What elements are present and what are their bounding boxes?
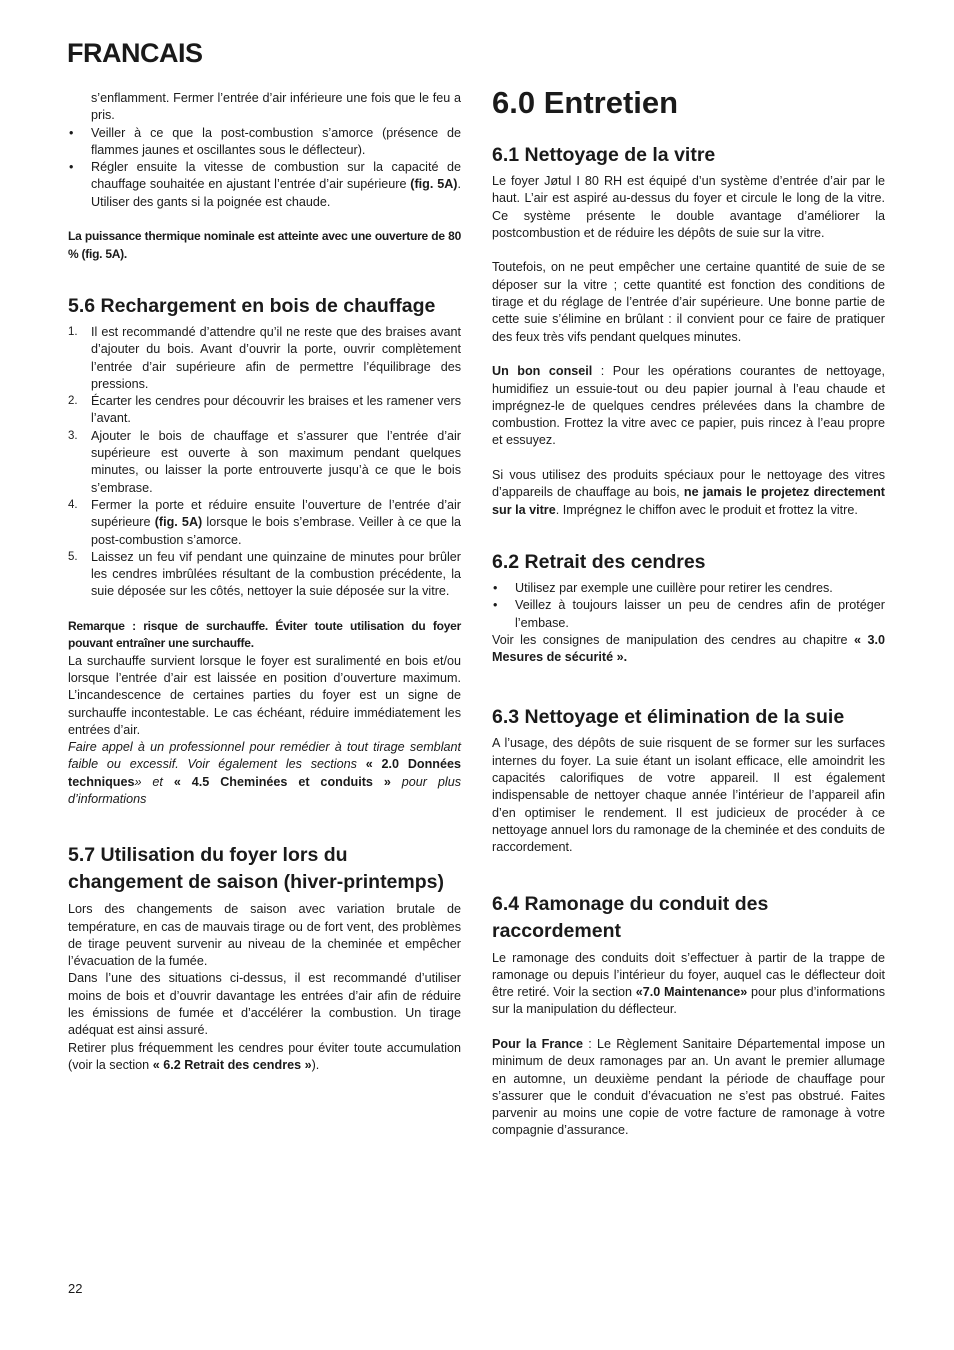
overheat-remark: Remarque : risque de surchauffe. Éviter toute utilisation du foyer pouvant entraîner une surchauffe. (68, 619, 461, 651)
section-title-5-6: 5.6 Rechargement en bois de chauffage (68, 294, 436, 317)
sweep-paragraph-2: Pour la France : Le Règlement Sanitaire Départemental impose un minimum de deux ramonages par an. Un avant le premier allumage en automne, un deuxième pendant la période de chauffage pour s’assurer que le conduit d’évacuation ne s’est pas obstrué. Faites parvenir au moins une copie de votre facture de ramonage à votre compagnie d’assurance. (492, 1036, 885, 1138)
nominal-power-note: La puissance thermique nominale est atteinte avec une ouverture de 80 % (fig. 5A). (68, 229, 461, 261)
intro-continuation: s’enflamment. Fermer l’entrée d’air inférieure une fois que le feu a pris. (91, 91, 461, 123)
right-column (492, 84, 885, 1140)
list-item: • Veillez à toujours laisser un peu de cendres afin de protéger l’embase. (492, 597, 885, 632)
list-item: 3. Ajouter le bois de chauffage et s’assurer que l’entrée d’air supérieure est ouverte à son maximum pendant quelques minutes, ou laisser la porte entrouverte jusqu’à ce que le bois s’embrase. (68, 428, 461, 495)
section-title-6-4: 6.4 Ramonage du conduit des raccordement (492, 892, 769, 942)
glass-paragraph-4: Si vous utilisez des produits spéciaux pour le nettoyage des vitres d’appareils de chauffage au bois, ne jamais le projetez directement sur la vitre. Imprégnez le chiffon avec le produit et frottez la vitre. (492, 468, 885, 517)
season-paragraph-1: Lors des changements de saison avec variation brutale de température, en cas de mauvais tirage ou de fort vent, des problèmes de tirage peuvent survenir au niveau de la cheminée et empêcher l’évacuation de la fumée. (68, 902, 461, 969)
section-title-5-7: 5.7 Utilisation du foyer lors du changement de saison (hiver-printemps) (68, 844, 444, 894)
figure-reference: (fig. 5A) (410, 177, 458, 192)
section-title-6-2: 6.2 Retrait des cendres (492, 550, 706, 573)
section-title-6-3: 6.3 Nettoyage et élimination de la suie (492, 706, 845, 729)
figure-reference: (fig. 5A) (154, 515, 203, 530)
chapter-title: 6.0 Entretien (492, 85, 679, 120)
list-item: 1. Il est recommandé d’attendre qu’il ne reste que des braises avant d’ajouter du bois. Avant d’ouvrir la porte, ouvrir complètement l’entrée d’air supérieure afin de permettre l’équilibrage des pressions. (68, 324, 461, 391)
ash-note: Voir les consignes de manipulation des cendres au chapitre « 3.0 Mesures de sécurité ». (492, 632, 885, 665)
page-number: 22 (68, 1281, 83, 1296)
left-column (68, 90, 461, 1074)
season-paragraph-2: Dans l’une des situations ci-dessus, il est recommandé d’utiliser moins de bois et d’ouvrir davantage les entrées d’air afin de réduire les émissions de fumée et d’accélérer la combustion. Un tirage adéquat est ainsi assuré. (68, 971, 461, 1038)
soot-paragraph: A l’usage, des dépôts de suie risquent de se former sur les surfaces internes du foyer. La suie étant un isolant efficace, elle amoindrit les capacités calorifiques de votre appareil. Il est également indispensable de nettoyer chaque année l’intérieur de l’appareil afin d’en optimiser le rendement. Il est judicieux de procéder à ce nettoyage annuel lors du ramonage de la cheminée et des conduits de raccordement. (492, 736, 885, 855)
overheat-text: La surchauffe survient lorsque le foyer est suralimenté en bois et/ou lorsque l’entrée d’air est laissée en position d’ouverture maximum. L’incandescence de certaines parties du foyer est un signe de surchauffe incontestable. Le cas échéant, réduire immédiatement les entrées d’air. (68, 653, 461, 737)
refuel-steps-list (68, 324, 461, 601)
language-header: FRANCAIS (67, 38, 203, 68)
glass-paragraph-1: Le foyer Jøtul I 80 RH est équipé d’un système d’entrée d’air par le haut. L’air est aspiré au-dessus du foyer et circule le long de la vitre. Ce système présente le double avantage d’améliorer la postcombustion et de réduire les dépôts de suie sur la vitre. (492, 174, 885, 240)
glass-paragraph-2: Toutefois, on ne peut empêcher une certaine quantité de suie de se déposer sur la vitre ; cette quantité est fonction des conditions de tirage et du réglage de l’entrée d’air supérieure. Une bonne partie de cette suie s’élimine en brûlant : il convient pour ce faire de pratiquer des feux très vifs pendant quelques minutes. (492, 260, 885, 344)
bullet-text: Régler ensuite la vitesse de combustion sur la capacité de chauffage souhaitée en ajustant l’entrée d’air supérieure (91, 160, 461, 192)
season-paragraph-3: Retirer plus fréquemment les cendres pour éviter toute accumulation (voir la section « 6.2 Retrait des cendres »). (68, 1040, 461, 1072)
ash-bullet-list (492, 580, 885, 632)
bullet-text: . Utiliser des gants si la poignée est chaude. (91, 177, 461, 209)
intro-bullet-list (68, 125, 461, 211)
list-item: 5. Laissez un feu vif pendant une quinzaine de minutes pour brûler les cendres imbrûlées résultant de la combustion précédente, la suie déposée sur les côtés, nettoyer la suie déposée sur la vitre. (68, 549, 461, 599)
list-item (68, 125, 461, 160)
list-item (68, 159, 461, 211)
list-item: 2. Écarter les cendres pour découvrir les braises et les ramener vers l’avant. (68, 394, 461, 426)
sweep-paragraph-1: Le ramonage des conduits doit s’effectuer à partir de la trappe de ramonage ou depuis l’intérieur du foyer, auquel cas le déflecteur doit être retiré. Voir la section «7.0 Maintenance» pour plus d’informations sur la manipulation du déflecteur. (492, 950, 886, 1017)
list-item: 4. Fermer la porte et réduire ensuite l’ouverture de l’entrée d’air supérieure (fig. 5A) lorsque le bois s’embrase. Veiller à ce que la post-combustion s’amorce. (68, 497, 461, 547)
glass-tip: Un bon conseil : Pour les opérations courantes de nettoyage, humidifiez un essuie-tout ou deu papier journal à l’eau chaude et imprégnez-le de quelques cendres prélevées dans la chambre de combustion. Frottez la vitre avec ce papier, puis rincez à l’eau propre et essuyez. (492, 364, 885, 448)
list-item: • Utilisez par exemple une cuillère pour retirer les cendres. (492, 580, 885, 597)
section-title-6-1: 6.1 Nettoyage de la vitre (492, 144, 716, 166)
bullet-text: Veiller à ce que la post-combustion s’amorce (présence de flammes jaunes et oscillantes sous le déflecteur). (91, 125, 461, 157)
draught-note: Faire appel à un professionnel pour remédier à tout tirage semblant faible ou excessif. Voir également les sections « 2.0 Données techniques» et « 4.5 Cheminées et conduits » pour plus d’informations (68, 740, 462, 806)
